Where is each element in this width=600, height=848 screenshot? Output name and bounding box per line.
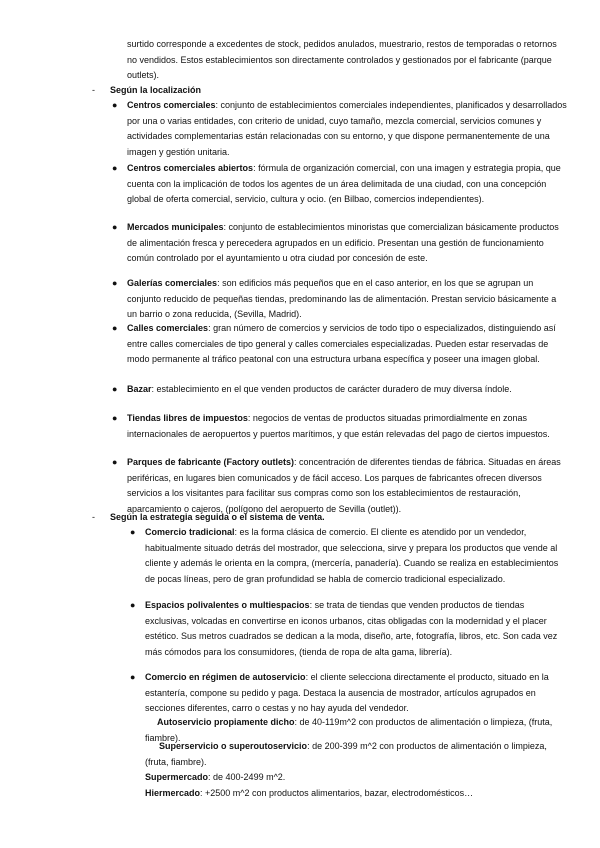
- item-text: : negocios de ventas de productos situadas primordialmente en zonas internacionales de aeropuertos y puertos marítimos, y que están relevadas del pago de ciertos impuestos.: [127, 413, 550, 439]
- bullet-icon: ●: [130, 600, 136, 610]
- list-item: [112, 382, 567, 398]
- bullet-icon: ●: [130, 672, 136, 682]
- item-text: : establecimiento en el que venden productos de carácter duradero de muy diversa índole.: [151, 384, 512, 394]
- subtype-term: Hiermercado: [145, 788, 201, 798]
- item-text: : conjunto de establecimientos comerciales independientes, planificados y desarrollados por una o varias entidades, con criterio de unidad, cuyo tamaño, mezcla comercial, servicios comunes y actividades complementarias están relacionadas con su entorno, y que dispone permanentemente de una imagen y gestión unitaria.: [127, 100, 567, 157]
- list-item: [112, 276, 567, 323]
- bullet-icon: ●: [112, 222, 118, 232]
- bullet-icon: ●: [112, 323, 118, 333]
- item-term: Galerías comerciales: [127, 278, 218, 288]
- bullet-icon: ●: [112, 278, 118, 288]
- subtype-term: Superservicio o superoutoservicio: [159, 741, 308, 751]
- item-term: Parques de fabricante (Factory outlets): [127, 457, 295, 467]
- item-text: : se trata de tiendas que venden productos de tiendas exclusivas, volcadas en convertirse en iconos urbanos, citas obligadas con la modernidad y el placer estético. Sus metros cuadrados se dedican a la moda, diseño, arte, fotografía, libros, etc. Son cada vez más cómodos para los consumidores, (tienda de ropa de alta gama, librería).: [145, 600, 558, 657]
- subtype-item: [145, 739, 563, 770]
- section-heading-strategy: [92, 510, 325, 525]
- section-dash: -: [92, 85, 95, 95]
- subtype-text: : de 40-119m^2 con productos de alimentación o limpieza, (fruta, fiambre).: [145, 717, 553, 743]
- list-item: [112, 220, 567, 267]
- item-term: Espacios polivalentes o multiespacios: [145, 600, 310, 610]
- item-text: : son edificios más pequeños que en el caso anterior, en los que se agrupan un conjunto reducido de pequeñas tiendas, predominando las de alimentación. Prestan servicio básicamente a un barrio o zona reducida, (Sevilla, Madrid).: [127, 278, 557, 320]
- subtype-text: : de 400-2499 m^2.: [208, 772, 286, 782]
- list-item: [130, 670, 563, 717]
- item-term: Tiendas libres de impuestos: [127, 413, 248, 423]
- list-item: [130, 525, 563, 587]
- item-term: Calles comerciales: [127, 323, 209, 333]
- list-item: [112, 161, 567, 208]
- bullet-icon: ●: [112, 413, 118, 423]
- subtype-term: Supermercado: [145, 772, 209, 782]
- section-dash: -: [92, 512, 95, 522]
- subtype-item: [145, 770, 585, 786]
- bullet-icon: ●: [130, 527, 136, 537]
- item-term: Centros comerciales abiertos: [127, 163, 254, 173]
- intro-continuation: surtido corresponde a excedentes de stock, pedidos anulados, muestrario, restos de temporadas o retornos no vendidos. Estos establecimientos son directamente controlados y gestionados por el fabricante (parque outlets).: [127, 39, 557, 81]
- list-item: [112, 321, 567, 368]
- item-term: Comercio tradicional: [145, 527, 235, 537]
- item-text: : el cliente selecciona directamente el producto, situado en la estantería, compone su pedido y paga. Destaca la ausencia de mostrador, artículos agrupados en secciones diferentes, carro o cestas y no hay ayuda del vendedor.: [145, 672, 549, 714]
- subtype-term: Autoservicio propiamente dicho: [157, 717, 295, 727]
- item-text: : conjunto de establecimientos minoristas que comercializan básicamente productos de alimentación fresca y perecedera agrupados en un edificio. Presentan una gestión de funcionamiento común controlado por el ayuntamiento u otra ciudad por concesión de este.: [127, 222, 559, 264]
- list-item: [112, 98, 567, 160]
- list-item: [112, 455, 567, 517]
- subtype-text: : +2500 m^2 con productos alimentarios, bazar, electrodomésticos…: [200, 788, 474, 798]
- section-heading-location: [92, 83, 201, 98]
- bullet-icon: ●: [112, 457, 118, 467]
- bullet-icon: ●: [112, 100, 118, 110]
- item-term: Centros comerciales: [127, 100, 216, 110]
- bullet-icon: ●: [112, 384, 118, 394]
- item-text: : fórmula de organización comercial, con una imagen y estrategia propia, que cuenta con la implicación de todos los agentes de un área delimitada de una ciudad, con una concepción global de oferta comercial, servicio, cultura y ocio. (en Bilbao, comercios independientes).: [127, 163, 561, 205]
- item-term: Mercados municipales: [127, 222, 224, 232]
- subtype-text: : de 200-399 m^2 con productos de alimentación o limpieza, (fruta, fiambre).: [145, 741, 547, 767]
- item-term: Bazar: [127, 384, 152, 394]
- bullet-icon: ●: [112, 163, 118, 173]
- item-text: : concentración de diferentes tiendas de fábrica. Situadas en áreas periféricas, en lugares bien comunicados y de fácil acceso. Los parques de fabricantes ofrecen diversos servicios a los visitantes para facilitar sus compras como son los establecimientos de restauración, aparcamiento o cajeros, (polígono del aeropuerto de Sevilla (outlet)).: [127, 457, 561, 514]
- item-text: : gran número de comercios y servicios de todo tipo o especializados, distinguiendo así entre calles comerciales de tipo general y calles comerciales especializadas. Pueden estar reservadas de modo permanente al tráfico peatonal con una estructura urbana específica y poseer una imagen global.: [127, 323, 556, 365]
- list-item: [130, 598, 563, 660]
- subtype-item: [145, 786, 585, 802]
- section-title: Según la localización: [110, 85, 202, 95]
- item-text: : es la forma clásica de comercio. El cliente es atendido por un vendedor, habitualmente situado detrás del mostrador, que selecciona, sirve y prepara los productos que vende al cliente y además le orienta en la compra, (mercería, panadería). Cuando se realiza en establecimientos de pocas líneas, pero de gran profundidad se habla de comercio tradicional especializado.: [145, 527, 559, 584]
- list-item: [112, 411, 567, 442]
- section-title: Según la estrategia seguida o el sistema de venta.: [110, 512, 325, 522]
- item-term: Comercio en régimen de autoservicio: [145, 672, 306, 682]
